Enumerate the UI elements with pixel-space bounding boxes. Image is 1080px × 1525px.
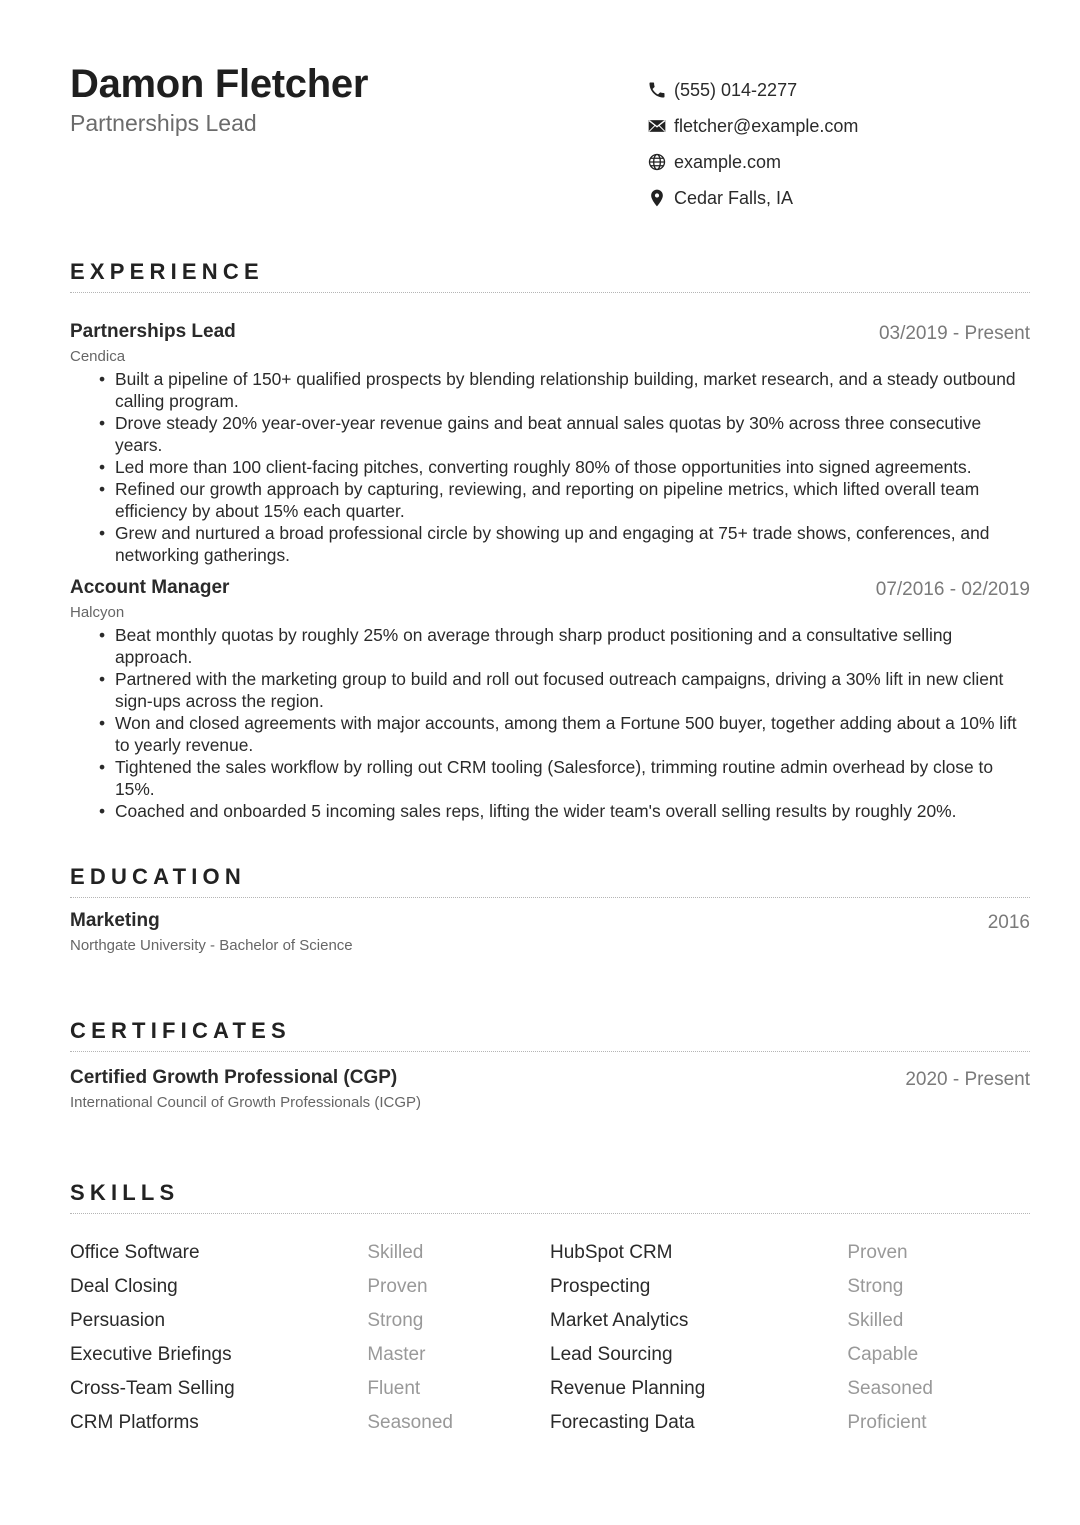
contact-location <box>646 180 858 216</box>
section-heading: CERTIFICATES <box>70 1018 291 1043</box>
section-divider <box>70 897 1030 898</box>
globe-icon <box>646 151 668 173</box>
skill-name: Cross-Team Selling <box>70 1378 235 1399</box>
degree-field: Marketing <box>70 910 160 931</box>
list-item: • Led more than 100 client-facing pitches, converting roughly 80% of those opportunities into signed agreements. <box>115 456 1030 478</box>
job-bullets <box>70 368 1030 566</box>
skill-level: Proven <box>367 1276 428 1297</box>
list-item: • Partnered with the marketing group to build and roll out focused outreach campaigns, driving a 30% lift in new client sign-ups across the region. <box>115 668 1030 712</box>
job-title: Partnerships Lead <box>70 321 236 342</box>
skill-level: Seasoned <box>367 1412 453 1433</box>
contact-phone <box>646 72 858 108</box>
job-entry <box>70 321 1030 566</box>
skill-name: Deal Closing <box>70 1276 178 1297</box>
contact-email <box>646 108 858 144</box>
experience-section <box>70 257 1030 822</box>
skill-level: Skilled <box>367 1242 424 1263</box>
skill-name: Forecasting Data <box>550 1412 695 1433</box>
skill-level: Seasoned <box>847 1378 933 1399</box>
skill-row <box>70 1338 1030 1372</box>
section-divider <box>70 1213 1030 1214</box>
candidate-title: Partnerships Lead <box>70 110 257 136</box>
skills-grid <box>70 1236 1030 1440</box>
list-item: • Won and closed agreements with major accounts, among them a Fortune 500 buyer, together adding about a 10% lift to yearly revenue. <box>115 712 1030 756</box>
skill-row <box>70 1304 1030 1338</box>
skill-name: Persuasion <box>70 1310 166 1331</box>
section-divider <box>70 292 1030 293</box>
skill-level: Strong <box>847 1276 904 1297</box>
list-item: • Beat monthly quotas by roughly 25% on average through sharp product positioning and a consultative selling approach. <box>115 624 1030 668</box>
list-item: • Drove steady 20% year-over-year revenue gains and beat annual sales quotas by 30% across three consecutive years. <box>115 412 1030 456</box>
job-dates: 07/2016 - 02/2019 <box>875 579 1030 600</box>
certificate-date: 2020 - Present <box>905 1069 1030 1090</box>
contact-location-text: Cedar Falls, IA <box>674 187 794 208</box>
skill-row <box>70 1406 1030 1440</box>
list-item: • Refined our growth approach by capturing, reviewing, and reporting on pipeline metrics, which lifted overall team efficiency by about 15% each quarter. <box>115 478 1030 522</box>
list-item: • Tightened the sales workflow by rolling out CRM tooling (Salesforce), trimming routine admin overhead by close to 15%. <box>115 756 1030 800</box>
job-company: Cendica <box>70 348 126 365</box>
certificate-entry <box>70 1067 1030 1111</box>
skill-level: Capable <box>847 1344 919 1365</box>
contact-website <box>646 144 858 180</box>
education-entry <box>70 910 1030 954</box>
contact-phone-text: (555) 014-2277 <box>674 79 798 100</box>
certificate-title: Certified Growth Professional (CGP) <box>70 1067 398 1088</box>
phone-icon <box>646 79 668 101</box>
section-heading: SKILLS <box>70 1180 180 1205</box>
list-item: • Coached and onboarded 5 incoming sales reps, lifting the wider team's overall selling results by roughly 20%. <box>115 800 1030 822</box>
job-dates: 03/2019 - Present <box>878 323 1030 344</box>
skill-name: Prospecting <box>550 1276 651 1297</box>
contact-website-text: example.com <box>674 151 782 172</box>
section-heading: EDUCATION <box>70 864 246 889</box>
education-date: 2016 <box>987 912 1030 933</box>
job-title: Account Manager <box>70 577 230 598</box>
candidate-name: Damon Fletcher <box>70 62 369 106</box>
job-bullets <box>70 624 1030 822</box>
certificate-issuer: International Council of Growth Professionals (ICGP) <box>70 1094 421 1111</box>
skills-section <box>70 1178 1030 1440</box>
skill-level: Skilled <box>847 1310 904 1331</box>
job-company: Halcyon <box>70 604 125 621</box>
map-pin-icon <box>646 187 668 209</box>
skill-name: Office Software <box>70 1242 200 1263</box>
skill-row <box>70 1270 1030 1304</box>
skill-name: Executive Briefings <box>70 1344 232 1365</box>
skill-level: Master <box>367 1344 426 1365</box>
skill-name: Market Analytics <box>550 1310 689 1331</box>
skill-name: HubSpot CRM <box>550 1242 673 1263</box>
education-section <box>70 862 1030 954</box>
section-divider <box>70 1051 1030 1052</box>
skill-level: Fluent <box>367 1378 421 1399</box>
skill-level: Proven <box>847 1242 908 1263</box>
skill-name: Lead Sourcing <box>550 1344 673 1365</box>
institution: Northgate University - Bachelor of Science <box>70 937 353 954</box>
envelope-icon <box>646 115 668 137</box>
skill-name: CRM Platforms <box>70 1412 199 1433</box>
contact-list <box>646 72 858 216</box>
skill-level: Strong <box>367 1310 424 1331</box>
contact-email-text: fletcher@example.com <box>674 115 859 136</box>
job-entry <box>70 577 1030 822</box>
skill-name: Revenue Planning <box>550 1378 706 1399</box>
certificates-section <box>70 1016 1030 1111</box>
skill-level: Proficient <box>847 1412 927 1433</box>
section-heading: EXPERIENCE <box>70 259 264 284</box>
list-item: • Grew and nurtured a broad professional circle by showing up and engaging at 75+ trade shows, conferences, and networking gatherings. <box>115 522 1030 566</box>
list-item: • Built a pipeline of 150+ qualified prospects by blending relationship building, market research, and a steady outbound calling program. <box>115 368 1030 412</box>
skill-row <box>70 1372 1030 1406</box>
skill-row <box>70 1236 1030 1270</box>
